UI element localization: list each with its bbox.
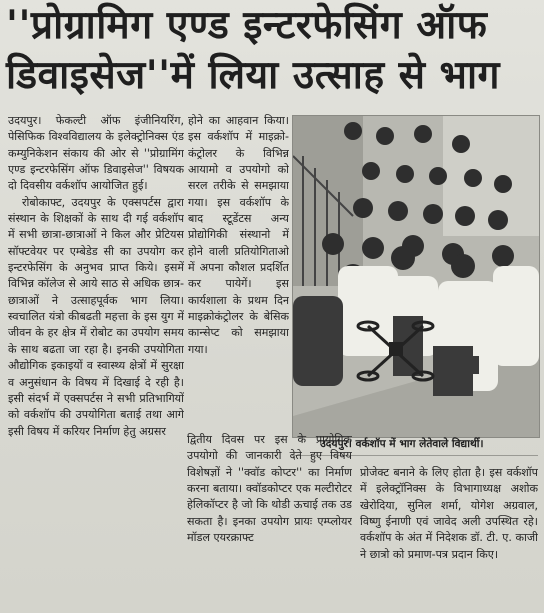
article-paragraph-col2: होने का आहवान किया। इस वर्कशॉप में माइक्रो-कंट्रोलर के विभिन्न आयामो व उपयोगो को सरल तरीके से समझाया गया। इस वर्कशॉप के बाद स्टूडेंटस अन्य प्रोद्योगिकी संस्थानो में होने वाली प्रतियोगिताओ में अपना कौशल प्रदर्शित कर पायेगें। इस कार्यशाला के प्रथम दिन माइक्रोकंट्रोलर के बेसिक कान्सेप्ट को समझाया गया। [188,114,289,356]
headline-line-2: डिवाइसेज''में लिया उत्साह से भाग [6,53,501,98]
article-paragraph-col4: प्रोजेक्ट बनाने के लिए होता है। इस वर्कशॉप में इलेक्ट्रॉनिक्स के विभागाध्यक्ष अशोक खेरोदिया, सुनिल शर्मा, योगेश अग्रवाल, विष्णु ईनाणी एवं जावेद अली उपस्थित रहे। वर्कशॉप के अंत में निदेशक डॉ. टी. ए. काजी ने छात्रो को प्रमाण-पत्र प्रदान किए। [360,466,538,561]
article-paragraph-col3: द्वितीय दिवस पर इस के प्रायोगिक उपयोगो की जानकारी देते हुए विषय विशेषज्ञों ने ''क्वॉड कोप्टर'' का निर्माण करना बताया। क्वॉडकोप्टर एक मल्टीरोटर हेलिकॉप्टर है जो कि थोडी ऊचाई तक उड सकता है। इनका उपयोग प्रायः एम्प्लोयर मॉडल एयरक्राफ्ट [187,433,352,545]
article-column-1 [8,113,184,610]
article-paragraph-intro: उदयपुर। फेकल्टी ऑफ इंजीनियरिंग, पेसिफिक विश्वविद्यालय के इलेक्ट्रोनिक्स एंड कम्युनिकेशन संकाय की ओर से ''प्रोग्रामिंग एण्ड इन्टरफेसिंग ऑफ डिवाइसेज'' विषयक दो दिवसीय वर्कशॉप आयोजित हुई। [8,114,184,193]
article-column-3 [187,432,352,610]
article-column-4 [360,465,538,610]
students-group-photo [292,115,540,438]
headline-line-1: ''प्रोग्रामिग एण्ड इन्टरफेसिंग ऑफ [6,3,488,48]
students-photo-illustration [293,116,539,437]
article-column-2 [188,113,289,430]
photo-caption: उदयपुर। वर्कशॉप में भाग लेतेवाले विद्यार्थी। [320,438,484,450]
article-paragraph-workshop: रोबोकाफ्ट, उदयपुर के एक्सपर्टस द्वारा संस्थान के शिक्षकों के साथ दी गई वर्कशॉप में सभी छात्रा-छात्राओं ने किल और प्रेटियस सॉफ्टवेयर पर एम्बेडेड सी का उपयोग कर इन्टरफेसिंग के अनुभव प्राप्त किये। इसमें विभिन्न कॉलेज से आये साठ से अधिक छात्र-छात्राओं ने उत्साहपूर्वक भाग लिया। स्वचालित यंत्रो कीबढती महत्ता के इस युग में जीवन के हर क्षेत्र में रोबोट का उपयोग समय के साथ बढता जा रहा है। इनकी उपयोगिता औद्योगिक इकाइयों व स्वास्थ्य क्षेत्रों में सुरक्षा व अनुसंधान के विषय में दिखाई दे रही है। इसी संदर्भ में एक्सपर्टस ने सभी प्रतिभागियों को वर्कशॉप की उपयोगिता बताई तथा आगे इसी विषय में करियर निर्माण हेतु अग्रसर [8,195,184,438]
